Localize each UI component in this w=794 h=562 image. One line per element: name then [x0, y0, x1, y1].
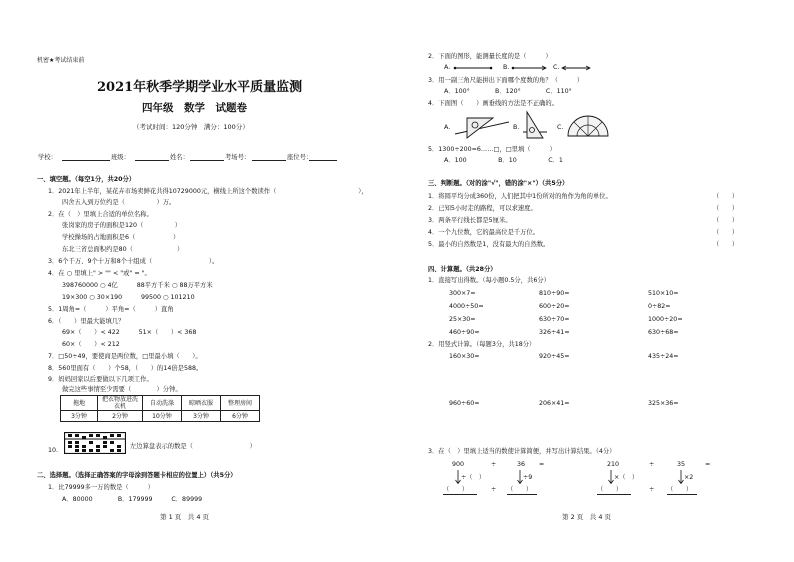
annotation: ÷（ ）: [461, 474, 486, 481]
fill-q2-c: 东北三省总面积约是80（ ）: [62, 246, 184, 253]
divisor: 36: [517, 461, 526, 468]
table-cell: 3分钟: [182, 411, 221, 422]
oral-item: 510×10=: [648, 290, 679, 297]
option-c-label: C.: [557, 124, 564, 131]
choice-q5: 5．1300÷200=6……□，□里填（ ）: [428, 146, 556, 153]
exam-info: （考试时间：120分钟 满分：100分）: [133, 123, 249, 131]
oral-item: 460÷90≈: [449, 329, 480, 336]
annotation: ÷9: [523, 474, 533, 481]
dividend: 900: [452, 461, 465, 468]
fill-q7: 7．□50÷49，要使商是两位数，□里最小填（ ）。: [48, 353, 202, 360]
fill-q5: 5．1周角=（ ）平角=（ ）直角: [48, 306, 174, 313]
vertical-calc-item: 435÷24=: [648, 353, 679, 360]
fill-q4: 4．在 ○ 里填上" > "" < "或" = "。: [48, 270, 151, 277]
table-row: [61, 396, 260, 411]
oral-item: 1000÷20=: [648, 316, 683, 323]
divisor: 35: [677, 461, 686, 468]
triangle-ruler-b-icon: [521, 108, 549, 142]
oral-item: 810÷90=: [539, 290, 570, 297]
room-blank[interactable]: [252, 154, 286, 161]
straight-line-icon: [561, 65, 591, 71]
table-cell: 6分钟: [221, 411, 260, 422]
oral-item: 326÷41≈: [539, 329, 570, 336]
calc-sub1: 1．直接写出得数。（每小题0.5分，共6分）: [428, 277, 550, 284]
answer-paren[interactable]: （ ）: [713, 229, 739, 236]
fill-q9-b: 做完这些事情至少需要（ ）分钟。: [62, 386, 182, 393]
answer-paren[interactable]: （ ）: [713, 193, 739, 200]
field-name: 姓名：: [170, 154, 189, 161]
vertical-calc-item: 206×41=: [539, 400, 570, 407]
table-cell: 10分钟: [143, 411, 182, 422]
fill-q2-b: 学校操场的占地面积是6（ ）: [62, 234, 180, 241]
chores-table: [60, 395, 260, 422]
option-a-label: A.: [444, 124, 451, 131]
section-4-heading: 四、计算题。（共28分）: [428, 266, 497, 273]
choice-q2: 2．下面的图形，能测量长度的是（ ）: [428, 53, 552, 60]
annotation: ×（ ）: [614, 474, 639, 481]
school-blank[interactable]: [62, 154, 110, 161]
field-room: 考场号：: [225, 154, 251, 161]
line-segment-icon: [453, 65, 493, 71]
fill-q2: 2．在（ ）里填上合适的单位名称。: [48, 211, 153, 218]
field-school: 学校：: [38, 154, 57, 161]
option-b-label: B.: [503, 64, 510, 71]
answer-blank[interactable]: （ ）: [667, 486, 697, 495]
calc-sub3: 3．在（ ）里填上适当的数使计算简便，并写出计算结果。（4分）: [428, 448, 616, 455]
protractor-icon: [565, 110, 611, 138]
oral-item: 4000÷50=: [449, 303, 484, 310]
fill-q6-a: 69×（ ）< 422 51×（ ）< 368: [62, 329, 197, 336]
calc-sub2: 2．用竖式计算。（每题3分，共18分）: [428, 341, 536, 348]
abacus-image: [64, 432, 126, 454]
ray-icon: [511, 65, 547, 71]
vertical-calc-item: 920÷45=: [539, 353, 570, 360]
annotation: ×2: [684, 474, 694, 481]
section-1-heading: 一、填空题。（每空1分，共20分）: [37, 176, 136, 183]
judge-q5: 5．最小的自然数是1，没有最大的自然数。: [428, 241, 550, 248]
seat-blank[interactable]: [309, 154, 337, 161]
operator: ÷: [491, 461, 497, 468]
operator: ÷: [649, 461, 655, 468]
answer-blank[interactable]: （ ）: [443, 486, 477, 495]
answer-paren[interactable]: （ ）: [713, 217, 739, 224]
table-cell: 自动洗涤: [143, 396, 182, 411]
judge-q1: 1．将圆平均分成360份，人们把其中1份所对的角作为角的单位。: [428, 193, 612, 200]
fill-q1-b: 四舍五入到万位约是（ ）万。: [62, 199, 176, 206]
table-cell: 整理房间: [221, 396, 260, 411]
fill-q9: 9．妈妈回家以后要做以下几项工作。: [48, 376, 153, 383]
oral-item: 630÷70=: [539, 316, 570, 323]
fill-q6-b: 60×（ ）< 212: [62, 341, 120, 348]
fill-q1: 1．2021年上半年，某花卉市场卖鲜花共得10729000元，横线上所这个数读作（ ），: [48, 188, 368, 195]
fill-q8: 8．560里面有（ ）个58，（ ）的14倍是588。: [48, 365, 203, 372]
fill-q2-a: 张岗家的房子的面积是120（ ）: [62, 222, 182, 229]
name-blank[interactable]: [190, 154, 224, 161]
field-class: 班级：: [111, 154, 130, 161]
option-a-label: A.: [444, 64, 451, 71]
answer-blank[interactable]: （ ）: [597, 486, 631, 495]
equals: =: [539, 461, 545, 468]
choice-q3-options: A．100° B．120° C．110°: [444, 88, 572, 95]
exam-subtitle: 四年级 数学 试题卷: [142, 102, 247, 114]
table-cell-text: 把衣物放进洗衣机: [101, 396, 138, 410]
option-b-label: B.: [513, 124, 520, 131]
judge-q3: 3．两条平行线长都是5厘米。: [428, 217, 512, 224]
answer-paren[interactable]: （ ）: [713, 241, 739, 248]
choice-q4: 4．下面图（ ）画垂线的方法是不正确的。: [428, 100, 558, 107]
page-2: [397, 0, 794, 562]
answer-paren[interactable]: （ ）: [713, 205, 739, 212]
choice-q3: 3．用一副三角尺能拼出下面哪个度数的角？（ ）: [428, 77, 584, 84]
triangle-ruler-a-icon: [453, 112, 511, 140]
operator: ÷: [491, 486, 497, 493]
class-blank[interactable]: [135, 154, 169, 161]
vertical-calc-item: 160×30=: [449, 353, 480, 360]
page-footer-right: 第 2 页 共 4 页: [562, 513, 612, 521]
judge-q4: 4．一个九位数，它的最高位是千万位。: [428, 229, 540, 236]
oral-item: 0÷82=: [648, 303, 671, 310]
judge-q2: 2．已知5小时走的路程，可以求速度。: [428, 205, 537, 212]
fill-q4-b: 19×300 ○ 30×190 99500 ○ 101210: [62, 294, 195, 301]
dividend: 210: [607, 461, 620, 468]
option-c-label: C.: [553, 64, 560, 71]
choice-q1: 1．比79999多一万的数是（ ）: [48, 484, 154, 491]
oral-item: 300×7=: [449, 290, 476, 297]
page-footer-left: 第 1 页 共 4 页: [160, 513, 210, 521]
oral-item: 600÷20=: [539, 303, 570, 310]
choice-q5-options: A．100 B．10 C．1: [444, 157, 563, 164]
equals: =: [705, 461, 711, 468]
answer-blank[interactable]: （ ）: [507, 486, 537, 495]
confidential-label: 机密★考试结束前: [37, 57, 85, 64]
choice-q1-options: A．80000 B．179999 C．89999: [62, 496, 203, 503]
exam-title: 2021年秋季学期学业水平质量监测: [97, 80, 303, 95]
oral-item: 25×30=: [449, 316, 476, 323]
fill-q4-a: 398760000 ○ 4亿 88平方千米 ○ 88万平方米: [62, 282, 213, 289]
oral-item: 630÷68≈: [648, 329, 679, 336]
field-seat: 座位号：: [287, 154, 313, 161]
fill-q10-number: 10.: [48, 447, 59, 454]
table-cell: 拖地: [61, 396, 98, 411]
table-cell: [98, 396, 143, 411]
fill-q3: 3．6个千万、9个十万和8个十组成（ ）。: [48, 258, 219, 265]
fill-q6: 6．（ ）里最大能填几？: [48, 318, 125, 325]
section-2-heading: 二、选择题。（选择正确答案的字母涂到答题卡相应的位置上）（共5分）: [37, 472, 237, 479]
operator: ÷: [649, 486, 655, 493]
table-cell: 3分钟: [61, 411, 98, 422]
vertical-calc-item: 325×36=: [648, 400, 679, 407]
section-3-heading: 三、判断题。（对的涂"√"，错的涂"×"）（共5分）: [428, 180, 569, 187]
table-cell: 2分钟: [98, 411, 143, 422]
vertical-calc-item: 960÷60=: [449, 400, 480, 407]
table-row: [61, 411, 260, 422]
table-cell: 晾晒衣服: [182, 396, 221, 411]
fill-q10-text: 左边算盘表示的数是（ ）: [130, 443, 256, 450]
